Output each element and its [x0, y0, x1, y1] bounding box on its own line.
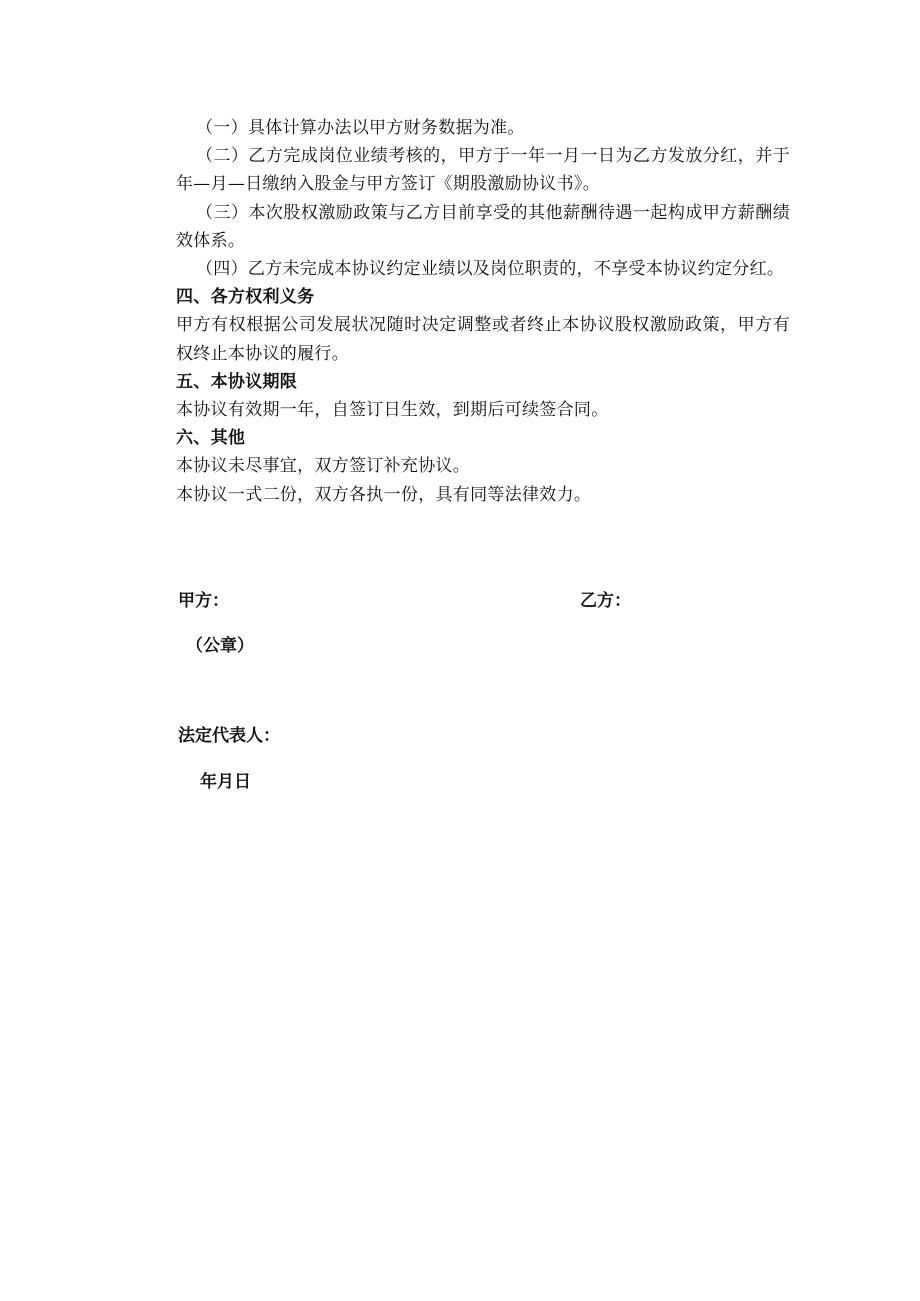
clause-4: （四）乙方未完成本协议约定业绩以及岗位职责的，不享受本协议约定分红。 — [196, 259, 785, 280]
section-4-heading: 四、各方权利义务 — [176, 287, 315, 308]
clause-1: （一）具体计算办法以甲方财务数据为准。 — [196, 118, 525, 138]
agreement-body — [176, 114, 790, 509]
section-6-text-2: 本协议一式二份，双方各执一份，具有同等法律效力。 — [176, 484, 592, 505]
clause-3: （三）本次股权激励政策与乙方目前享受的其他薪酬待遇一起构成甲方薪酬绩效体系。 — [176, 202, 790, 251]
clause-2: （二）乙方完成岗位业绩考核的，甲方于一年一月一日为乙方发放分红，并于年—月—日缴纳入股金与甲方签订《期股激励协议书》。 — [176, 146, 790, 195]
party-b-label: 乙方： — [580, 591, 631, 611]
seal-label: （公章） — [186, 636, 254, 656]
section-5-heading: 五、本协议期限 — [176, 371, 298, 392]
date-label: 年月日 — [200, 772, 251, 792]
party-a-label: 甲方： — [178, 591, 229, 611]
legal-representative-label: 法定代表人： — [178, 726, 280, 746]
section-6-heading: 六、其他 — [176, 428, 246, 449]
section-6-text-1: 本协议未尽事宜，双方签订补充协议。 — [176, 456, 471, 477]
section-4-text: 甲方有权根据公司发展状况随时决定调整或者终止本协议股权激励政策，甲方有权终止本协议的履行。 — [176, 315, 790, 364]
section-5-text: 本协议有效期一年，自签订日生效，到期后可续签合同。 — [176, 400, 609, 421]
